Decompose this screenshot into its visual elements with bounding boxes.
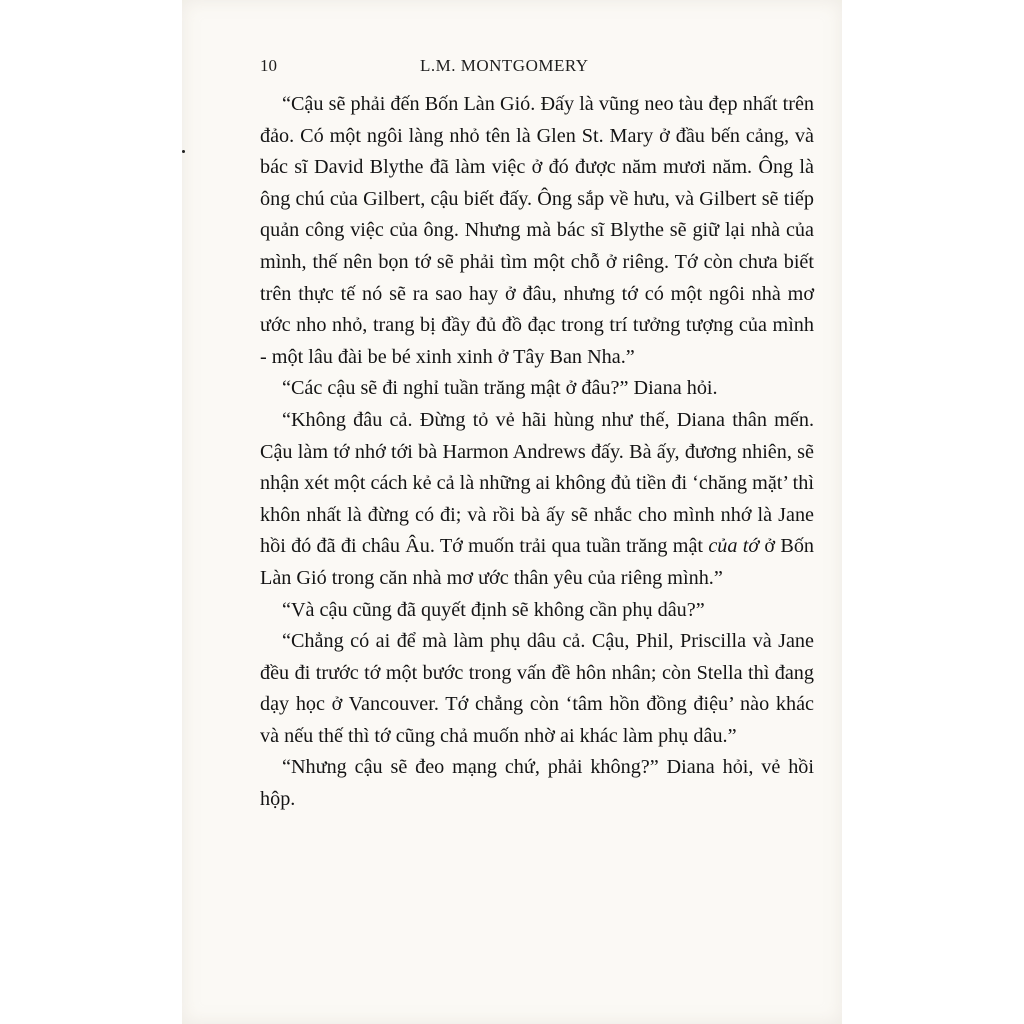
paragraph: “Cậu sẽ phải đến Bốn Làn Gió. Đấy là vũng neo tàu đẹp nhất trên đảo. Có một ngôi làng nhỏ tên là Glen St. Mary ở đầu bến cảng, và bác sĩ David Blythe đã làm việc ở đó được năm mươi năm. Ông là ông chú của Gilbert, cậu biết đấy. Ông sắp về hưu, và Gilbert sẽ tiếp quản công việc của ông. Nhưng mà bác sĩ Blythe sẽ giữ lại nhà của mình, thế nên bọn tớ sẽ phải tìm một chỗ ở riêng. Tớ còn chưa biết trên thực tế nó sẽ ra sao hay ở đâu, nhưng tớ có một ngôi nhà mơ ước nho nhỏ, trang bị đầy đủ đồ đạc trong trí tưởng tượng của mình - một lâu đài be bé xinh xinh ở Tây Ban Nha.”: [260, 93, 814, 368]
paragraph-text: “Không đâu cả. Đừng tỏ vẻ hãi hùng như thế, Diana thân mến. Cậu làm tớ nhớ tới bà Harmon Andrews đấy. Bà ấy, đương nhiên, sẽ nhận xét một cách kẻ cả là những ai không đủ tiền đi ‘chăng mặt’ thì khôn nhất là đừng có đi; và rồi bà ấy sẽ nhắc cho mình nhớ là Jane hồi đó đã đi châu Âu. Tớ muốn trải qua tuần trăng mật: [260, 408, 814, 558]
paragraph: [260, 405, 814, 595]
running-head: L.M. MONTGOMERY: [420, 56, 589, 75]
page-number: 10: [260, 56, 277, 75]
page-header: [260, 56, 820, 80]
paragraph: “Và cậu cũng đã quyết định sẽ không cần phụ dâu?”: [282, 598, 705, 621]
paragraph-text: ở Bốn Làn Gió trong căn nhà mơ ước thân yêu của riêng mình.”: [260, 535, 815, 589]
italic-emphasis: của tớ: [708, 535, 760, 558]
book-page: [182, 0, 842, 1024]
paragraph: “Nhưng cậu sẽ đeo mạng chứ, phải không?” Diana hỏi, vẻ hồi hộp.: [260, 756, 814, 811]
body-text: [260, 89, 814, 816]
paragraph: “Chẳng có ai để mà làm phụ dâu cả. Cậu, Phil, Priscilla và Jane đều đi trước tớ một bước trong vấn đề hôn nhân; còn Stella thì đang dạy học ở Vancouver. Tớ chẳng còn ‘tâm hồn đồng điệu’ nào khác và nếu thế thì tớ cũng chả muốn nhờ ai khác làm phụ dâu.”: [260, 630, 814, 747]
paragraph: “Các cậu sẽ đi nghỉ tuần trăng mật ở đâu?” Diana hỏi.: [282, 377, 718, 400]
print-speck: [182, 150, 185, 153]
